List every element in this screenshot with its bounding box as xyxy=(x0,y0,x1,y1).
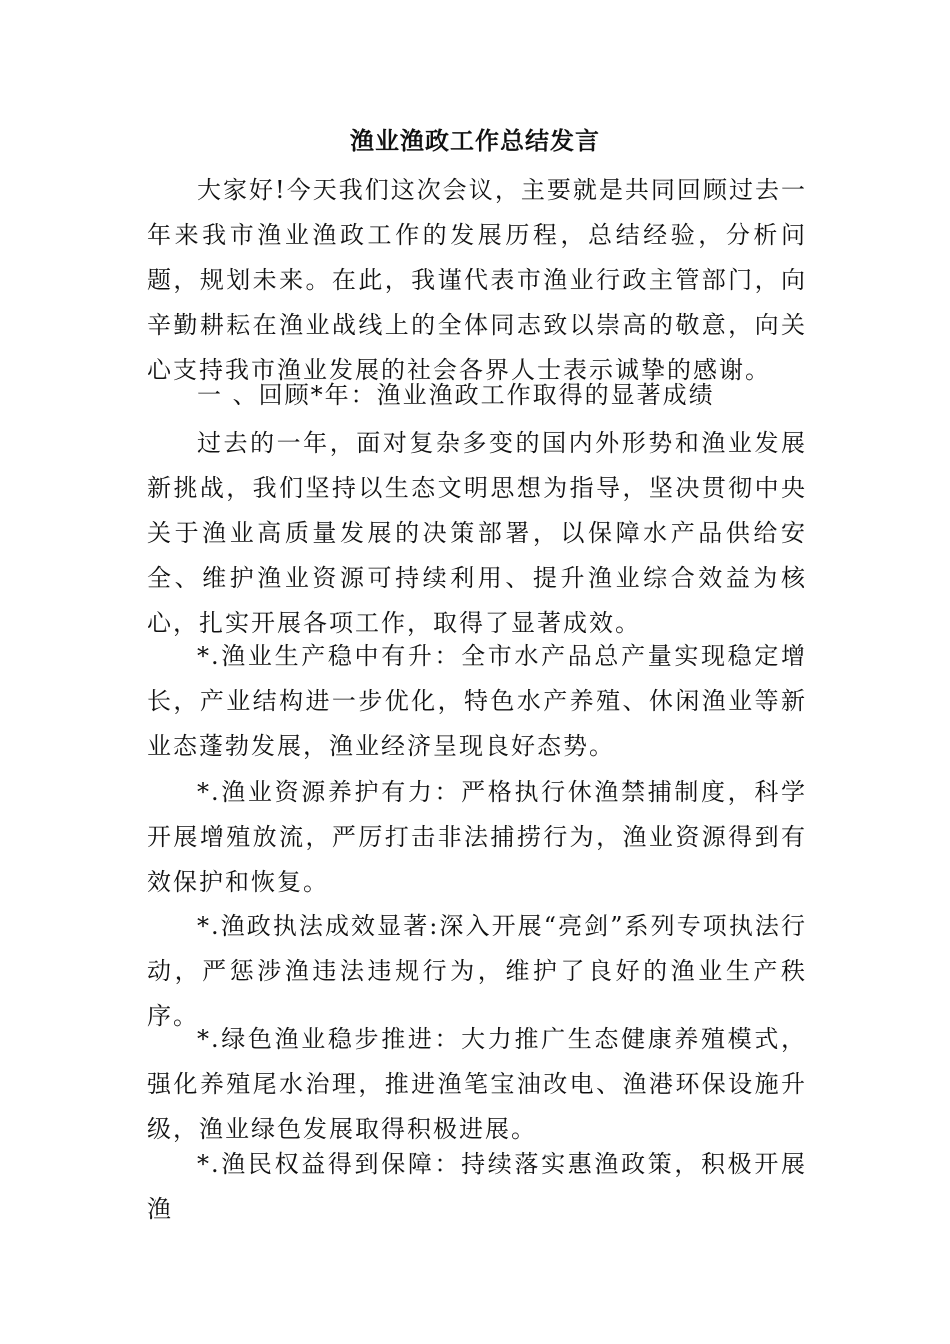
paragraph-green-fishery: *.绿色渔业稳步推进：大力推广生态健康养殖模式，强化养殖尾水治理，推进渔笔宝油改电、渔港环保设施升级，渔业绿色发展取得积极进展。 xyxy=(147,1025,807,1143)
paragraph-overview: 过去的一年，面对复杂多变的国内外形势和渔业发展新挑战，我们坚持以生态文明思想为指导，坚决贯彻中央关于渔业高质量发展的决策部署，以保障水产品供给安全、维护渔业资源可持续利用、提升渔业综合效益为核心，扎实开展各项工作，取得了显著成效。 xyxy=(147,429,807,637)
document-title: 渔业渔政工作总结发言 xyxy=(350,126,600,155)
paragraph-greeting: 大家好!今天我们这次会议，主要就是共同回顾过去一年来我市渔业渔政工作的发展历程，总结经验，分析问题，规划未来。在此，我谨代表市渔业行政主管部门，向辛勤耕耘在渔业战线上的全体同志致以崇高的敬意，向关心支持我市渔业发展的社会各界人士表示诚挚的感谢。 xyxy=(147,176,807,384)
section-heading-review: 一 、回顾*年：渔业渔政工作取得的显著成绩 xyxy=(197,381,715,409)
paragraph-enforcement: *.渔政执法成效显著:深入开展“亮剑”系列专项执法行动，严惩涉渔违法违规行为，维护了良好的渔业生产秩序。 xyxy=(147,912,807,1030)
paragraph-production: *.渔业生产稳中有升：全市水产品总产量实现稳定增长，产业结构进一步优化，特色水产养殖、休闲渔业等新业态蓬勃发展，渔业经济呈现良好态势。 xyxy=(147,642,807,760)
paragraph-resources: *.渔业资源养护有力：严格执行休渔禁捕制度，科学开展增殖放流，严厉打击非法捕捞行为，渔业资源得到有效保护和恢复。 xyxy=(147,778,807,896)
paragraph-fishermen-rights: *.渔民权益得到保障：持续落实惠渔政策，积极开展渔 xyxy=(147,1150,807,1223)
